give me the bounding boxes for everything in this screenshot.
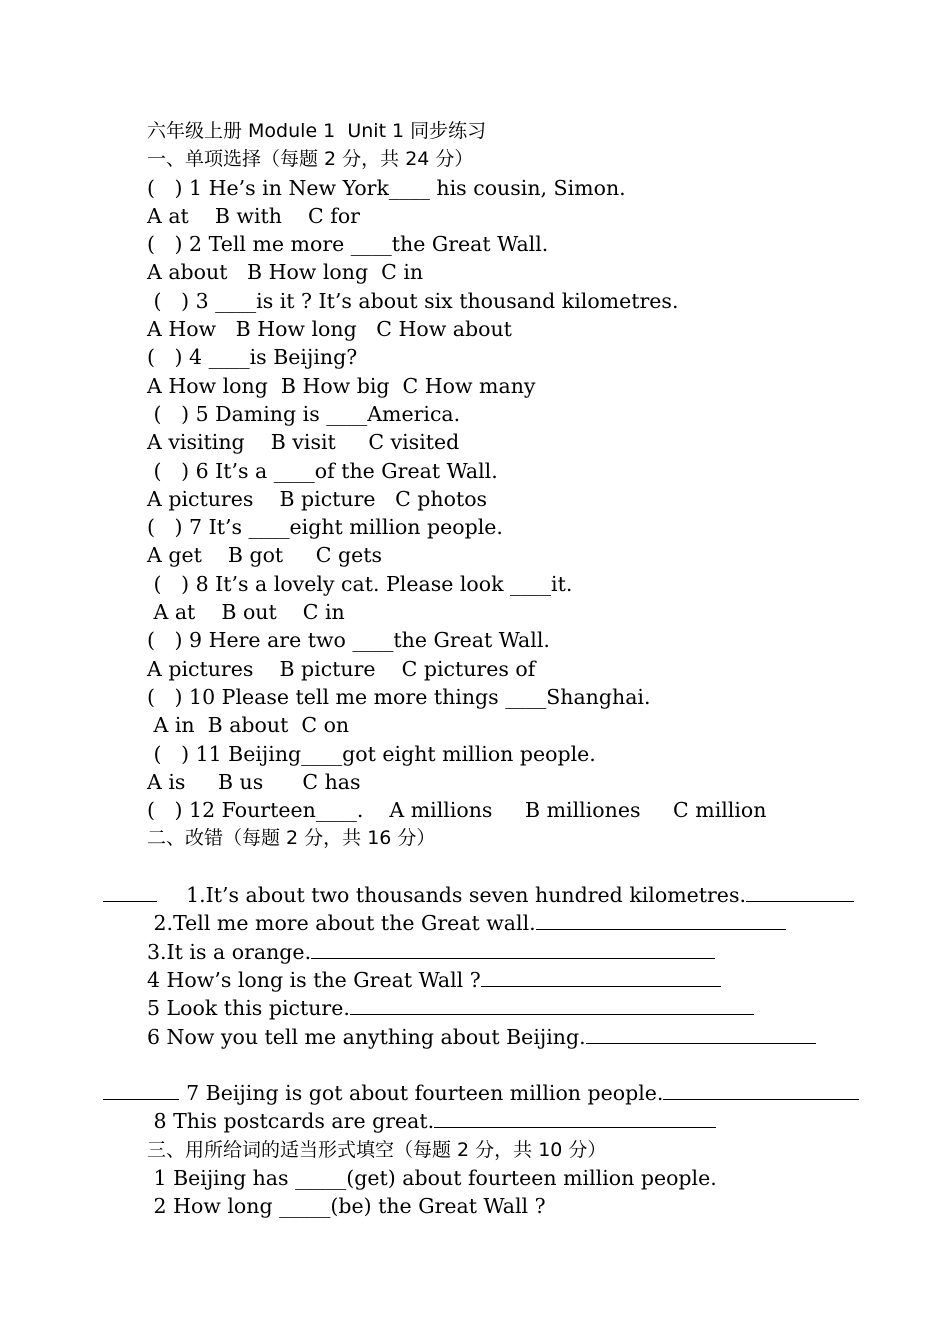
question-3: ( ) 3 ____is it ? It’s about six thousand kilometres. xyxy=(147,288,679,313)
correction-4-text: 4 How’s long is the Great Wall ? xyxy=(147,967,481,992)
question-11: ( ) 11 Beijing____got eight million people. xyxy=(147,741,596,766)
correction-6 xyxy=(147,1023,852,1051)
correction-4 xyxy=(147,966,852,994)
answer-blank xyxy=(350,994,754,1015)
answer-blank xyxy=(103,1079,179,1100)
section2-heading: 二、改错（每题 2 分，共 16 分） xyxy=(147,827,436,850)
fill-in-2: 2 How long _____(be) the Great Wall ? xyxy=(147,1194,546,1219)
question-5: ( ) 5 Daming is ____America. xyxy=(147,401,461,426)
correction-5 xyxy=(147,994,852,1022)
correction-5-text: 5 Look this picture. xyxy=(147,996,350,1021)
correction-8-text: 8 This postcards are great. xyxy=(147,1109,435,1134)
section1-heading: 一、单项选择（每题 2 分，共 24 分） xyxy=(147,148,474,171)
correction-2-text: 2.Tell me more about the Great wall. xyxy=(147,911,536,936)
correction-3 xyxy=(147,938,852,966)
question-9: ( ) 9 Here are two ____the Great Wall. xyxy=(147,628,550,653)
answer-blank xyxy=(586,1023,816,1044)
question-12: ( ) 12 Fourteen____. A millions B milliones C million xyxy=(147,798,767,823)
options-1: A at B with C for xyxy=(147,203,360,228)
correction-2 xyxy=(147,909,852,937)
options-2: A about B How long C in xyxy=(147,260,424,285)
question-8: ( ) 8 It’s a lovely cat. Please look ____it. xyxy=(147,571,573,596)
answer-blank xyxy=(481,966,721,987)
options-7: A get B got C gets xyxy=(147,543,382,568)
question-7: ( ) 7 It’s ____eight million people. xyxy=(147,515,503,540)
options-9: A pictures B picture C pictures of xyxy=(147,656,536,681)
correction-1-continued xyxy=(147,881,852,909)
options-4: A How long B How big C How many xyxy=(147,373,536,398)
options-11: A is B us C has xyxy=(147,769,361,794)
answer-blank xyxy=(103,881,157,902)
question-4: ( ) 4 ____is Beijing? xyxy=(147,345,358,370)
options-6: A pictures B picture C photos xyxy=(147,486,488,511)
options-10: A in B about C on xyxy=(147,713,350,738)
correction-6-text: 6 Now you tell me anything about Beijing. xyxy=(147,1024,586,1049)
answer-blank xyxy=(311,938,715,959)
fill-in-1: 1 Beijing has _____(get) about fourteen million people. xyxy=(147,1165,717,1190)
worksheet-content xyxy=(147,117,852,1221)
correction-8 xyxy=(147,1107,852,1135)
options-5: A visiting B visit C visited xyxy=(147,430,460,455)
worksheet-title: 六年级上册 Module 1 Unit 1 同步练习 xyxy=(147,120,487,142)
answer-blank xyxy=(536,909,786,930)
question-10: ( ) 10 Please tell me more things ____Shanghai. xyxy=(147,684,651,709)
correction-7-text: 7 Beijing is got about fourteen million people. xyxy=(186,1081,664,1106)
section3-heading: 三、用所给词的适当形式填空（每题 2 分，共 10 分） xyxy=(147,1138,607,1161)
correction-7-continued xyxy=(147,1079,852,1107)
correction-1-text: 1.It’s about two thousands seven hundred kilometres. xyxy=(186,883,746,908)
question-1: ( ) 1 He’s in New York____ his cousin, Simon. xyxy=(147,175,626,200)
question-2: ( ) 2 Tell me more ____the Great Wall. xyxy=(147,232,549,257)
question-6: ( ) 6 It’s a ____of the Great Wall. xyxy=(147,458,498,483)
answer-blank xyxy=(434,1107,716,1128)
correction-7 xyxy=(147,1051,852,1106)
options-8: A at B out C in xyxy=(147,600,345,625)
options-3: A How B How long C How about xyxy=(147,317,512,342)
correction-1 xyxy=(147,853,852,908)
correction-3-text: 3.It is a orange. xyxy=(147,939,312,964)
